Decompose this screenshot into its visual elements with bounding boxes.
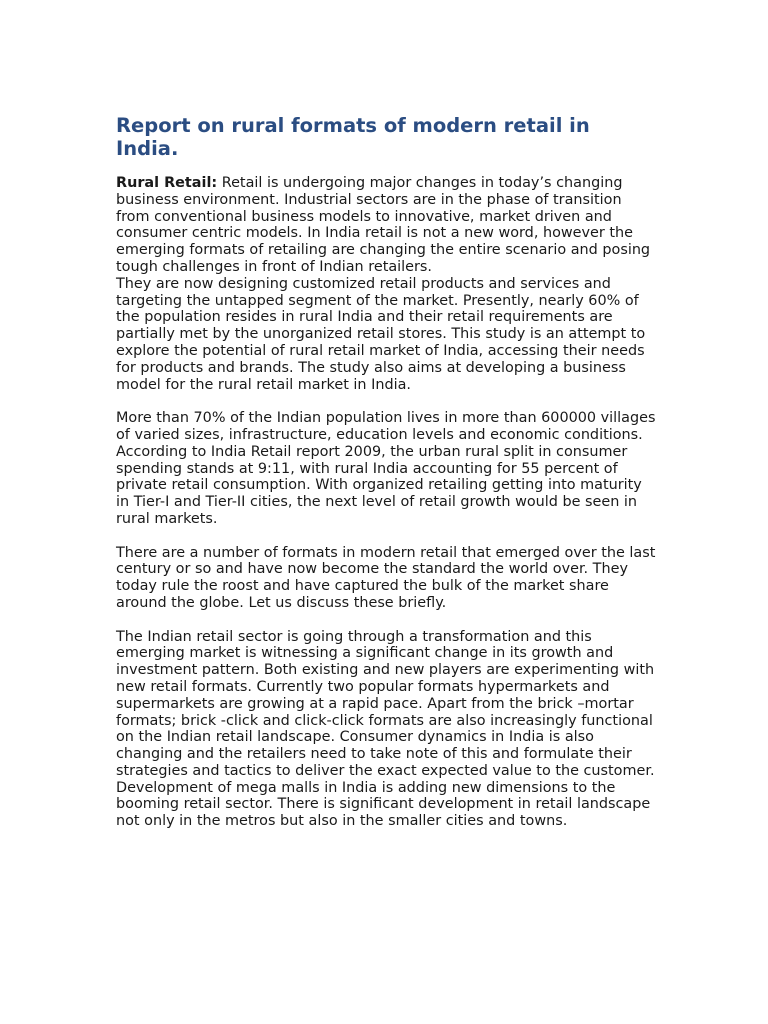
intro-text: Retail is undergoing major changes in today’s changing business environment. Industrial sectors are in the phase of transition from conventional business models to innovative, market driven and consumer centric models. In India retail is not a new word, however the emerging formats of retailing are changing the entire scenario and posing tough challenges in front of Indian retailers. <box>116 175 651 275</box>
document-body <box>116 114 656 830</box>
paragraph-spacer <box>116 612 656 629</box>
paragraph-5: The Indian retail sector is going through a transformation and this emerging market is witnessing a significant change in its growth and investment pattern. Both existing and new players are experimenting with new retail formats. Currently two popular formats hypermarkets and supermarkets are growing at a rapid pace. Apart from the brick –mortar formats; brick -click and click-click formats are also increasingly functional on the Indian retail landscape. Consumer dynamics in India is also changing and the retailers need to take note of this and formulate their strategies and tactics to deliver the exact expected value to the customer. Development of mega malls in India is adding new dimensions to the booming retail sector. There is significant development in retail landscape not only in the metros but also in the smaller cities and towns. <box>116 628 655 830</box>
paragraph-4: There are a number of formats in modern retail that emerged over the last century or so and have now become the standard the world over. They today rule the roost and have captured the bulk of the market share around the globe. Let us discuss these briefly. <box>116 544 656 611</box>
paragraph-3: More than 70% of the Indian population lives in more than 600000 villages of varied sizes, infrastructure, education levels and economic conditions. According to India Retail report 2009, the urban rural split in consumer spending stands at 9:11, with rural India accounting for 55 percent of private retail consumption. With organized retailing getting into maturity in Tier-I and Tier-II cities, the next level of retail growth would be seen in rural markets. <box>116 410 656 527</box>
document-title: Report on rural formats of modern retail in India. <box>116 114 590 160</box>
body-text <box>116 175 656 830</box>
paragraph-intro <box>116 175 656 276</box>
paragraph-spacer <box>116 393 656 410</box>
paragraph-spacer <box>116 528 656 545</box>
intro-lead: Rural Retail: <box>116 175 218 191</box>
paragraph-2: They are now designing customized retail products and services and targeting the untapped segment of the market. Presently, nearly 60% of the population resides in rural India and their retail requirements are partially met by the unorganized retail stores. This study is an attempt to explore the potential of rural retail market of India, accessing their needs for products and brands. The study also aims at developing a business model for the rural retail market in India. <box>116 275 646 393</box>
